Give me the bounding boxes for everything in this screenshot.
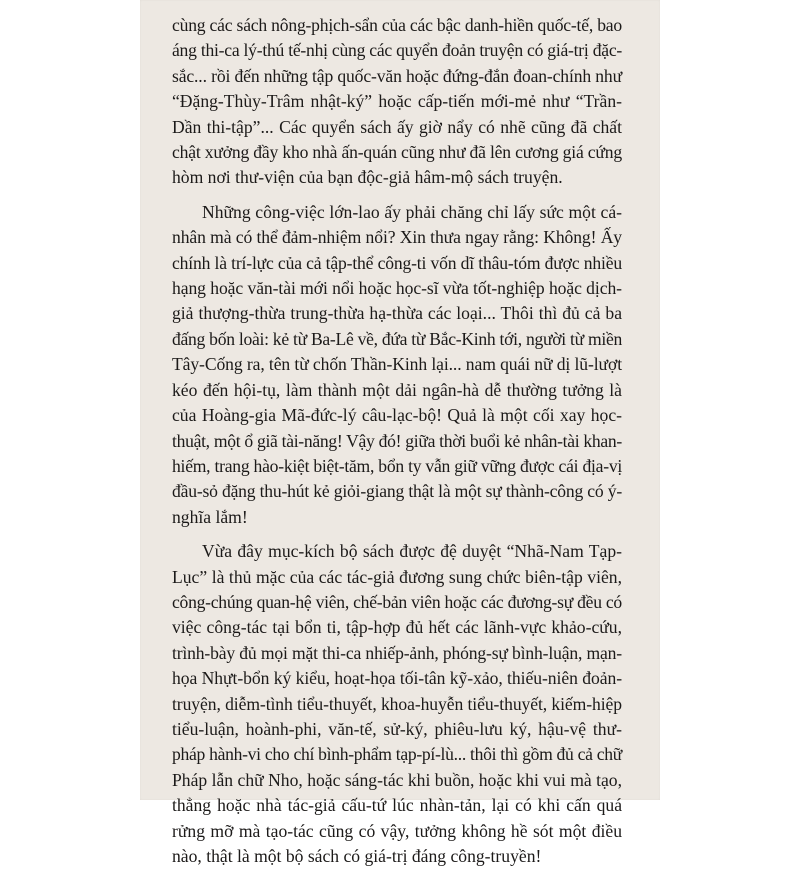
text-line: pháp hành-vi cho chí bình-phẩm tạp-pí-lù... thôi thì gồm đủ cả chữ <box>172 744 623 765</box>
text-line: nào, thật là một bộ sách có giá-trị đáng công-truyền! <box>172 846 542 866</box>
paragraph-2 <box>172 200 622 530</box>
text-line: việc công-tác tại bổn ti, tập-hợp đủ hết các lãnh-vực khảo-cứu, <box>172 617 622 638</box>
text-line: Pháp lẫn chữ Nho, hoặc sáng-tác khi buồn, hoặc khi vui mà tạo, <box>172 769 622 790</box>
text-line: đầu-sỏ đặng thu-hút kẻ giỏi-giang thật là một sự thành-công có ý- <box>172 481 622 502</box>
text-line: Dần thi-tập”... Các quyển sách ấy giờ nẩy có nhẽ cũng đã chất <box>172 116 622 137</box>
text-line: công-chúng quan-hệ viên, chế-bản viên hoặc các đương-sự đều có <box>172 591 622 612</box>
text-line: Vừa đây mục-kích bộ sách được đệ duyệt “Nhã-Nam Tạp- <box>202 541 622 562</box>
text-line: họa Nhựt-bổn ký kiểu, hoạt-họa tối-tân kỹ-xảo, thiếu-niên đoản- <box>172 668 623 689</box>
text-line: hòm nơi thư-viện của bạn độc-giả hâm-mộ sách truyện. <box>172 167 563 188</box>
text-line: thuật, một ổ giã tài-năng! Vậy đó! giữa thời buổi kẻ nhân-tài khan- <box>172 430 622 451</box>
page-text-block <box>172 13 622 869</box>
text-line: áng thi-ca lý-thú tế-nhị cùng các quyển đoản truyện có giá-trị đặc- <box>172 40 622 61</box>
text-line: sắc... rồi đến những tập quốc-văn hoặc đứng-đắn đoan-chính như <box>172 65 622 86</box>
text-line: kéo đến hội-tụ, làm thành một dải ngân-hà dễ thường tưởng là <box>172 379 622 400</box>
text-line: truyện, diễm-tình tiểu-thuyết, khoa-huyễn tiểu-thuyết, kiếm-hiệp <box>172 693 622 714</box>
text-line: nghĩa lắm! <box>172 506 248 527</box>
text-line: của Hoàng-gia Mã-đức-lý câu-lạc-bộ! Quả là một cối xay học- <box>172 405 622 426</box>
paragraph-3 <box>172 539 622 869</box>
text-line: chính là trí-lực của cả tập-thể công-ti vốn dĩ thâu-tóm được nhiều <box>172 252 622 273</box>
text-line: thẳng hoặc nhà tác-giả cấu-tứ lúc nhàn-tản, lại có khi cấn quá <box>172 795 622 816</box>
text-line: Tây-Cống ra, tên từ chốn Thần-Kinh lại... nam quái nữ dị lũ-lượt <box>172 354 622 375</box>
text-line: Lục” là thủ mặc của các tác-giả đương sung chức biên-tập viên, <box>172 566 622 587</box>
text-line: rửng mỡ mà tạo-tác cũng có vậy, tưởng không hề sót một điều <box>172 820 622 841</box>
paragraph-1 <box>172 13 622 191</box>
text-line: hạng hoặc văn-tài mới nổi hoặc học-sĩ vừa tốt-nghiệp hoặc dịch- <box>172 278 622 299</box>
text-line: hiếm, trang hào-kiệt biệt-tăm, bổn ty vẫn giữ vững được cái địa-vị <box>172 455 623 476</box>
text-line: giả thượng-thừa trung-thừa hạ-thừa các loại... Thôi thì đủ cả ba <box>172 303 622 324</box>
text-line: cùng các sách nông-phịch-sẩn của các bậc danh-hiền quốc-tế, bao <box>172 15 622 35</box>
text-line: trình-bày đủ mọi mặt thi-ca nhiếp-ảnh, phóng-sự bình-luận, mạn- <box>172 642 623 663</box>
text-line: tiểu-luận, hoành-phi, văn-tế, sử-ký, phiêu-lưu ký, hậu-vệ thư- <box>172 718 622 739</box>
text-line: đấng bốn loài: kẻ từ Ba-Lê về, đứa từ Bắc-Kinh tới, người từ miền <box>172 328 623 349</box>
text-line: “Đặng-Thùy-Trâm nhật-ký” hoặc cấp-tiến mới-mẻ như “Trần- <box>172 91 622 112</box>
text-line: Những công-việc lớn-lao ấy phải chăng chỉ lấy sức một cá- <box>202 201 622 222</box>
text-line: chật xưởng đầy kho nhà ấn-quán cũng như đã lên cương giá cứng <box>172 142 622 163</box>
text-line: nhân mà có thể đảm-nhiệm nổi? Xin thưa ngay rằng: Không! Ấy <box>172 227 623 248</box>
